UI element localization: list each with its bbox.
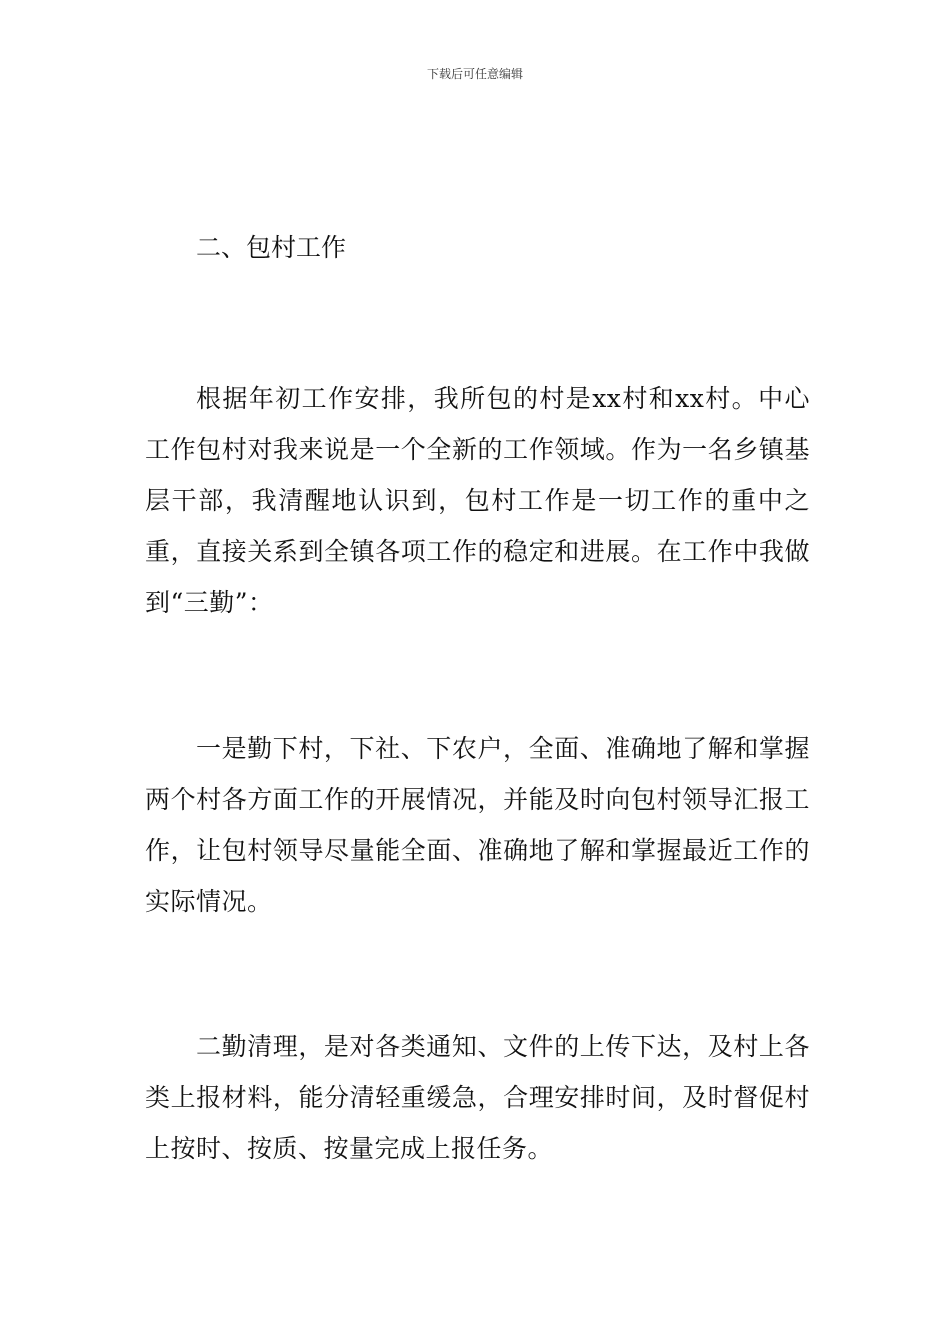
body-paragraph-second-diligence: 二勤清理，是对各类通知、文件的上传下达，及村上各类上报材料，能分清轻重缓急，合理安排时间，及时督促村上按时、按质、按量完成上报任务。 [145, 1032, 810, 1163]
page-header-note: 下载后可任意编辑 [426, 67, 523, 81]
body-paragraph-first-diligence: 一是勤下村，下社、下农户，全面、准确地了解和掌握两个村各方面工作的开展情况，并能及时向包村领导汇报工作，让包村领导尽量能全面、准确地了解和掌握最近工作的实际情况。 [145, 734, 810, 916]
body-paragraph-intro: 根据年初工作安排，我所包的村是xx村和xx村。中心工作包村对我来说是一个全新的工作领域。作为一名乡镇基层干部，我清醒地认识到，包村工作是一切工作的重中之重，直接关系到全镇各项工作的稳定和进展。在工作中我做到“三勤”： [145, 384, 810, 617]
section-heading: 二、包村工作 [196, 233, 347, 262]
